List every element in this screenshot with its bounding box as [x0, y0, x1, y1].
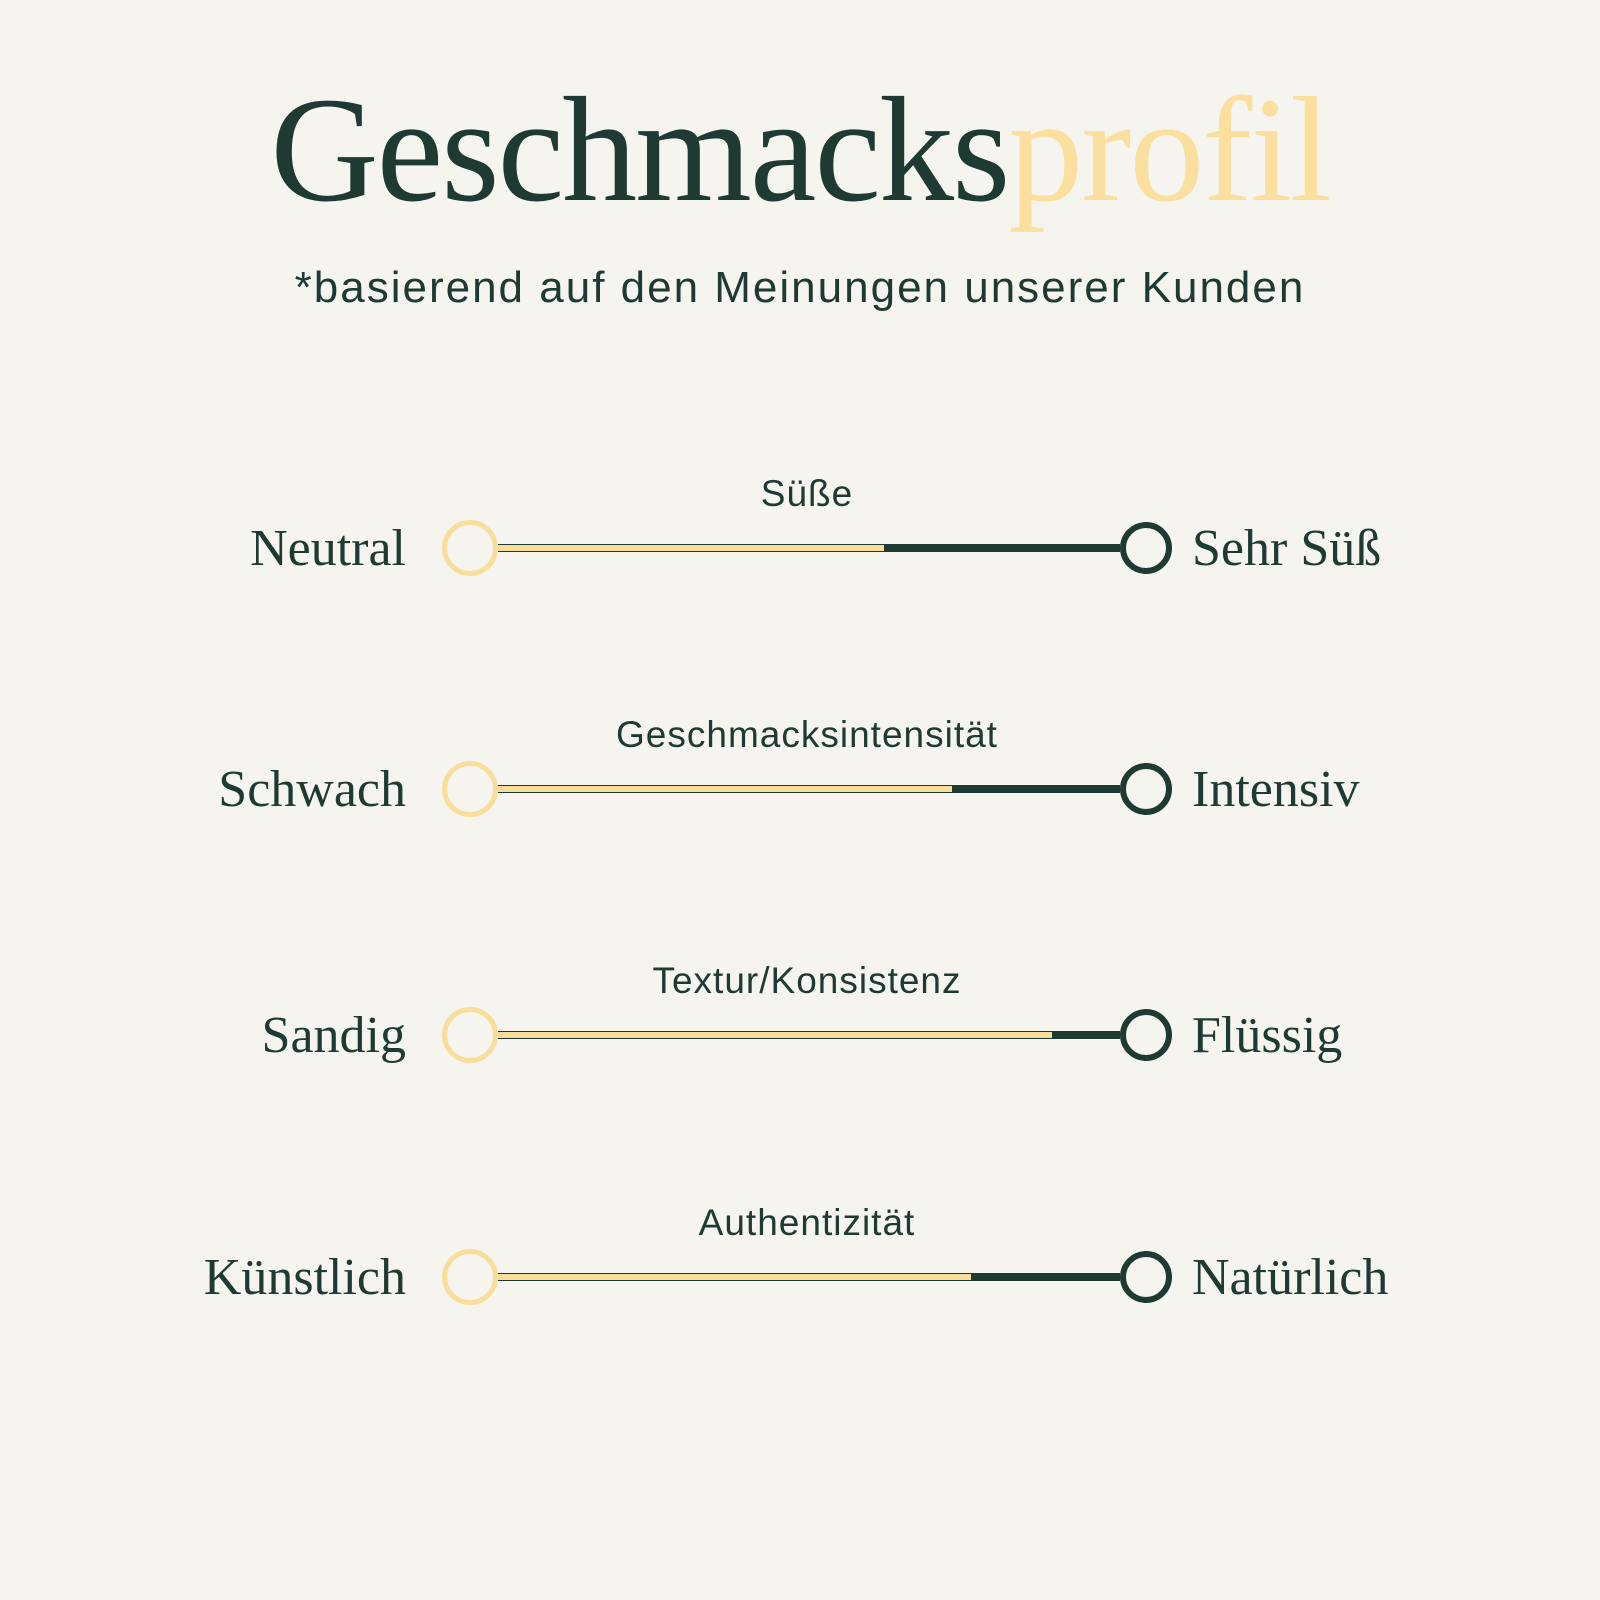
slider-line — [498, 544, 1120, 552]
slider-fill — [498, 786, 952, 792]
slider-right-label: Intensiv — [1192, 760, 1360, 818]
slider-title: Geschmacksintensität — [616, 714, 998, 755]
slider-track — [442, 1007, 1172, 1063]
title-part-primary: Geschmacks — [270, 67, 1009, 233]
slider-title: Süße — [760, 473, 854, 514]
left-endpoint-circle — [442, 1249, 498, 1305]
slider-row-authentizitaet — [0, 1197, 1600, 1305]
slider-row-geschmacksintensitaet — [0, 709, 1600, 817]
right-endpoint-circle — [1120, 522, 1172, 574]
slider-track — [442, 761, 1172, 817]
left-endpoint-circle — [442, 761, 498, 817]
slider-left-label: Schwach — [218, 760, 406, 818]
slider-left-label: Künstlich — [203, 1248, 406, 1306]
slider-fill — [498, 1274, 971, 1280]
slider-line — [498, 785, 1120, 793]
page-title — [0, 68, 1600, 233]
left-endpoint-circle — [442, 1007, 498, 1063]
slider-left-label: Sandig — [261, 1006, 406, 1064]
slider-title: Textur/Konsistenz — [652, 960, 962, 1001]
right-endpoint-circle — [1120, 1009, 1172, 1061]
right-endpoint-circle — [1120, 1251, 1172, 1303]
slider-title: Authentizität — [698, 1202, 916, 1243]
slider-track — [442, 520, 1172, 576]
title-part-accent: profil — [1008, 67, 1330, 233]
slider-right-label: Natürlich — [1192, 1248, 1389, 1306]
slider-row-textur-konsistenz — [0, 955, 1600, 1063]
slider-row-suesse — [0, 468, 1600, 576]
slider-right-label: Flüssig — [1192, 1006, 1343, 1064]
slider-right-label: Sehr Süß — [1192, 519, 1382, 577]
right-endpoint-circle — [1120, 763, 1172, 815]
slider-fill — [498, 545, 884, 551]
slider-line — [498, 1031, 1120, 1039]
left-endpoint-circle — [442, 520, 498, 576]
slider-track — [442, 1249, 1172, 1305]
slider-left-label: Neutral — [250, 519, 406, 577]
page-subtitle: *basierend auf den Meinungen unserer Kunden — [294, 263, 1306, 312]
slider-line — [498, 1273, 1120, 1281]
slider-fill — [498, 1032, 1052, 1038]
